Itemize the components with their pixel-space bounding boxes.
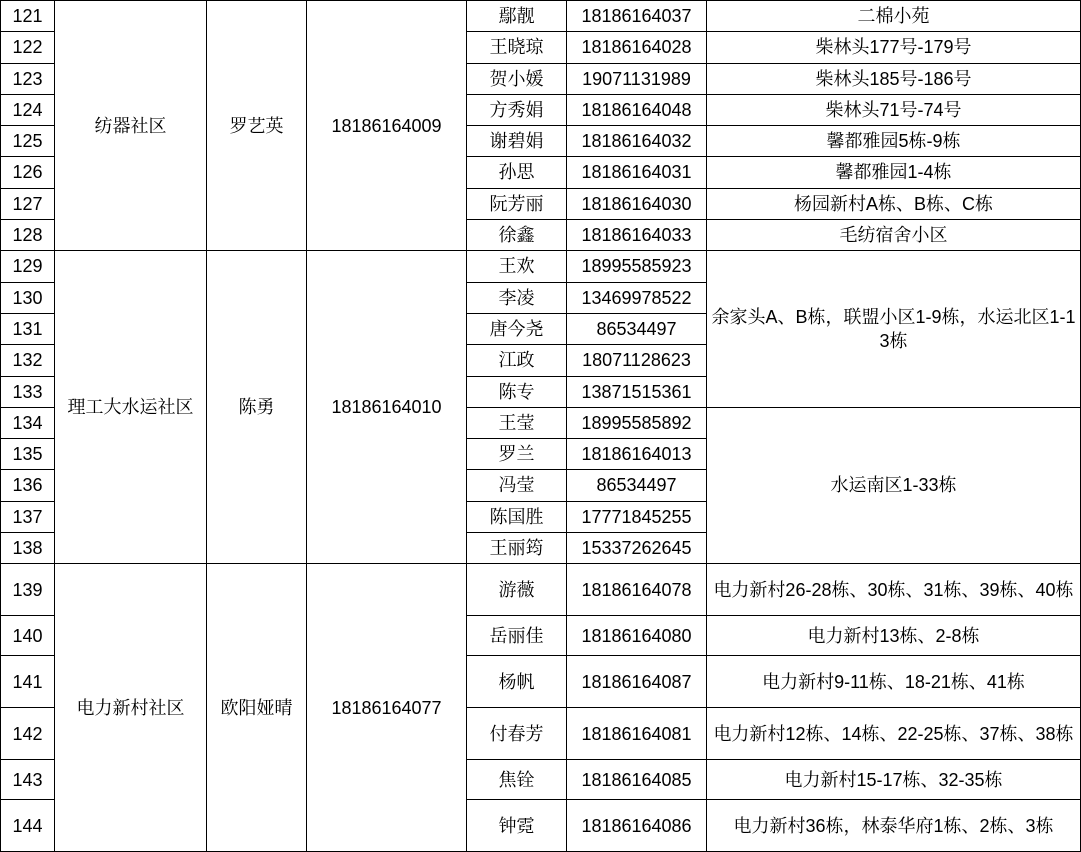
manager-phone-cell: 18186164010 [307,251,467,564]
grid-worker-phone: 18186164030 [567,188,707,219]
area-cell: 电力新村9-11栋、18-21栋、41栋 [707,656,1081,708]
area-cell: 电力新村36栋，林泰华府1栋、2栋、3栋 [707,800,1081,852]
grid-worker-name: 杨帆 [467,656,567,708]
row-index: 141 [1,656,55,708]
grid-worker-phone: 18186164031 [567,157,707,188]
manager-cell: 欧阳娅晴 [207,564,307,852]
row-index: 138 [1,533,55,564]
row-index: 129 [1,251,55,282]
grid-worker-name: 钟霓 [467,800,567,852]
row-index: 126 [1,157,55,188]
grid-worker-name: 贺小媛 [467,63,567,94]
grid-worker-phone: 18186164085 [567,760,707,800]
grid-worker-name: 游薇 [467,564,567,616]
grid-worker-name: 王丽筠 [467,533,567,564]
grid-worker-name: 江政 [467,345,567,376]
table-row [1,564,1081,616]
row-index: 139 [1,564,55,616]
grid-worker-name: 冯莹 [467,470,567,501]
grid-worker-name: 陈国胜 [467,501,567,532]
grid-worker-name: 徐鑫 [467,220,567,251]
grid-worker-name: 付春芳 [467,708,567,760]
grid-worker-phone: 18995585892 [567,407,707,438]
grid-worker-phone: 17771845255 [567,501,707,532]
area-cell: 馨都雅园5栋-9栋 [707,126,1081,157]
grid-worker-name: 鄢靓 [467,1,567,32]
area-cell: 毛纺宿舍小区 [707,220,1081,251]
grid-worker-name: 谢碧娟 [467,126,567,157]
row-index: 124 [1,94,55,125]
manager-cell: 罗艺英 [207,1,307,251]
grid-worker-phone: 18186164037 [567,1,707,32]
area-cell: 二棉小苑 [707,1,1081,32]
row-index: 123 [1,63,55,94]
table-row [1,1,1081,32]
area-cell: 柴林头71号-74号 [707,94,1081,125]
grid-worker-phone: 18995585923 [567,251,707,282]
row-index: 134 [1,407,55,438]
table-row [1,251,1081,282]
area-cell: 柴林头177号-179号 [707,32,1081,63]
grid-worker-phone: 13871515361 [567,376,707,407]
row-index: 136 [1,470,55,501]
area-cell: 余家头A、B栋，联盟小区1-9栋，水运北区1-13栋 [707,251,1081,407]
grid-worker-phone: 19071131989 [567,63,707,94]
grid-worker-phone: 18186164080 [567,616,707,656]
community-cell: 理工大水运社区 [55,251,207,564]
grid-worker-phone: 18186164086 [567,800,707,852]
grid-worker-name: 李凌 [467,282,567,313]
grid-worker-name: 方秀娟 [467,94,567,125]
area-cell: 水运南区1-33栋 [707,407,1081,563]
grid-worker-name: 王莹 [467,407,567,438]
grid-worker-phone: 18186164032 [567,126,707,157]
grid-worker-phone: 18186164048 [567,94,707,125]
community-cell: 电力新村社区 [55,564,207,852]
manager-cell: 陈勇 [207,251,307,564]
area-cell: 电力新村15-17栋、32-35栋 [707,760,1081,800]
grid-worker-phone: 15337262645 [567,533,707,564]
row-index: 127 [1,188,55,219]
grid-worker-phone: 18186164013 [567,439,707,470]
row-index: 125 [1,126,55,157]
area-cell: 电力新村26-28栋、30栋、31栋、39栋、40栋 [707,564,1081,616]
community-cell: 纺器社区 [55,1,207,251]
grid-worker-phone: 18186164087 [567,656,707,708]
row-index: 128 [1,220,55,251]
row-index: 137 [1,501,55,532]
grid-worker-name: 岳丽佳 [467,616,567,656]
grid-worker-phone: 18186164033 [567,220,707,251]
area-cell: 电力新村12栋、14栋、22-25栋、37栋、38栋 [707,708,1081,760]
grid-worker-name: 焦铨 [467,760,567,800]
grid-worker-phone: 86534497 [567,470,707,501]
grid-worker-name: 阮芳丽 [467,188,567,219]
manager-phone-cell: 18186164009 [307,1,467,251]
grid-worker-phone: 18071128623 [567,345,707,376]
row-index: 143 [1,760,55,800]
row-index: 140 [1,616,55,656]
grid-worker-phone: 18186164081 [567,708,707,760]
grid-worker-name: 唐今尧 [467,313,567,344]
row-index: 130 [1,282,55,313]
row-index: 121 [1,1,55,32]
manager-phone-cell: 18186164077 [307,564,467,852]
row-index: 132 [1,345,55,376]
grid-worker-name: 王欢 [467,251,567,282]
grid-worker-name: 王晓琼 [467,32,567,63]
row-index: 133 [1,376,55,407]
grid-worker-phone: 18186164078 [567,564,707,616]
area-cell: 电力新村13栋、2-8栋 [707,616,1081,656]
area-cell: 柴林头185号-186号 [707,63,1081,94]
row-index: 131 [1,313,55,344]
area-cell: 馨都雅园1-4栋 [707,157,1081,188]
grid-worker-name: 孙思 [467,157,567,188]
table-body [1,1,1081,852]
grid-worker-phone: 86534497 [567,313,707,344]
area-cell: 杨园新村A栋、B栋、C栋 [707,188,1081,219]
row-index: 144 [1,800,55,852]
grid-worker-phone: 13469978522 [567,282,707,313]
row-index: 142 [1,708,55,760]
grid-worker-name: 罗兰 [467,439,567,470]
grid-worker-phone: 18186164028 [567,32,707,63]
grid-worker-name: 陈专 [467,376,567,407]
row-index: 122 [1,32,55,63]
row-index: 135 [1,439,55,470]
